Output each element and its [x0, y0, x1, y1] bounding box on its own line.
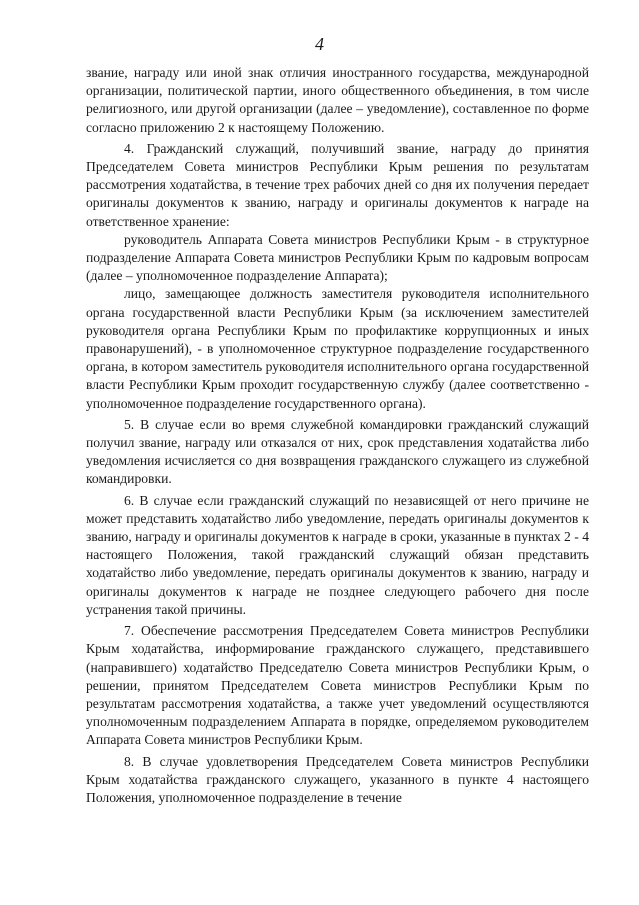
page-number: 4: [315, 34, 324, 54]
page-body: [86, 64, 589, 807]
paragraph-item-4-deputy-head: лицо, замещающее должность заместителя руководителя исполнительного органа государственной власти Республики Крым (за исключением заместителей руководителя органа Республики Крым по профилактике коррупционных и иных правонарушений), - в уполномоченное структурное подразделение государственного органа, в котором заместитель руководителя исполнительного органа государственной власти Республики Крым проходит государственную службу (далее соответственно - уполномоченное подразделение государственного органа).: [86, 286, 589, 411]
paragraph-item-6: 6. В случае если гражданский служащий по независящей от него причине не может представить ходатайство либо уведомление, передать оригиналы документов к званию, награду и оригиналы документов к награде в сроки, указанные в пунктах 2 - 4 настоящего Положения, такой гражданский служащий обязан представить ходатайство либо уведомление, передать оригиналы документов к званию, награду и оригиналы документов к награде не позднее следующего рабочего дня после устранения такой причины.: [86, 492, 589, 617]
paragraph-item-4: 4. Гражданский служащий, получивший звание, награду до принятия Председателем Совета министров Республики Крым решения по результатам рассмотрения ходатайства, в течение трех рабочих дней со дня их получения передает оригиналы документов к званию, награду и оригиналы документов к награде на ответственное хранение:: [86, 140, 589, 229]
paragraph-item-5: 5. В случае если во время служебной командировки гражданский служащий получил звание, награду или отказался от них, срок представления ходатайства либо уведомления исчисляется со дня возвращения гражданского служащего из служебной командировки.: [86, 416, 589, 487]
paragraph-item-4-head-of-apparatus: руководитель Аппарата Совета министров Республики Крым - в структурное подразделение Аппарата Совета министров Республики Крым по кадровым вопросам (далее – уполномоченное подразделение Аппарата);: [86, 231, 589, 284]
paragraph-item-7: 7. Обеспечение рассмотрения Председателем Совета министров Республики Крым ходатайства, информирование гражданского служащего, представившего (направившего) ходатайство Председателю Совета министров Республики Крым, о решении, принятом Председателем Совета министров Республики Крым по результатам рассмотрения ходатайства, а также учет уведомлений осуществляются уполномоченным подразделением Аппарата в порядке, определяемом руководителем Аппарата Совета министров Республики Крым.: [86, 623, 589, 748]
paragraph-item-8: 8. В случае удовлетворения Председателем Совета министров Республики Крым ходатайства гражданского служащего, указанного в пункте 4 настоящего Положения, уполномоченное подразделение в течение: [86, 753, 589, 805]
paragraph-continuation: звание, награду или иной знак отличия иностранного государства, международной организации, политической партии, иного общественного объединения, в том числе религиозного, или другой организации (далее – уведомление), составленное по форме согласно приложению 2 к настоящему Положению.: [86, 65, 589, 135]
